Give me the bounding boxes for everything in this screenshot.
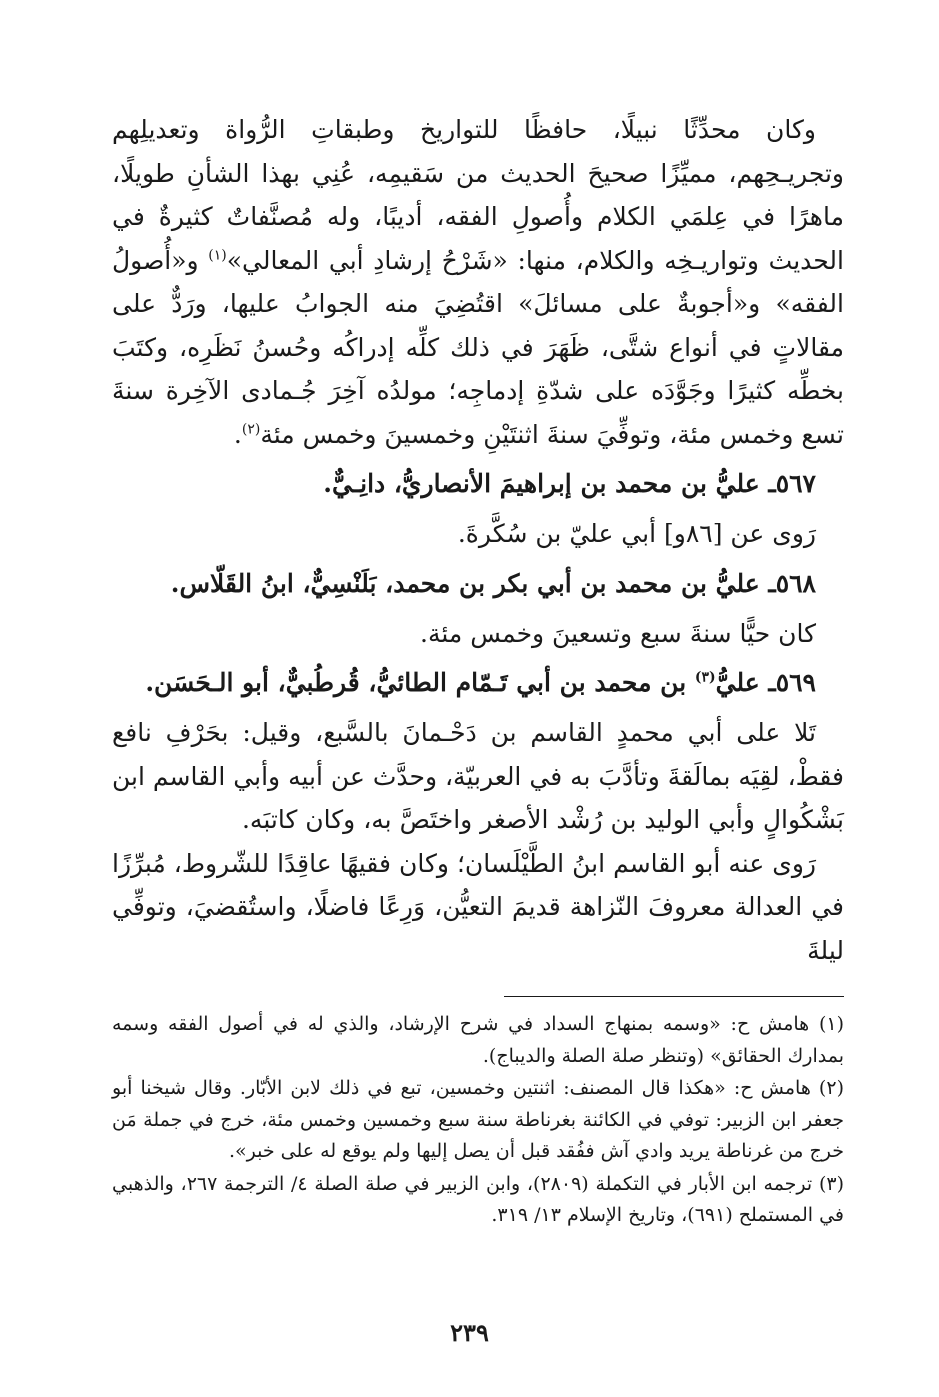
entry-number-567: ٥٦٧ـ — [768, 469, 816, 498]
intro-text-end: . — [233, 419, 242, 449]
entry-title-569-b: بن محمد بن أبي تَـمّام الطائيُّ، قُرطُبيٌّ، أبو الـحَسَن. — [145, 668, 695, 697]
footnote-ref-3[interactable]: (٣) — [694, 669, 716, 686]
footnote-3: (٣) ترجمه ابن الأبار في التكملة (٢٨٠٩)، وابن الزبير في صلة الصلة ٤/ الترجمة ٢٦٧، والذهبي في المستملح (٦٩١)، وتاريخ الإسلام ١٣/ ٣١٩. — [112, 1172, 844, 1226]
entry-text-569-para2: رَوى عنه أبو القاسم ابنُ الطَّيْلَسان؛ وكان فقيهًا عاقِدًا للشّروط، مُبرِّزًا في العدالة معروفَ النّزاهة قديمَ التعيُّن، وَرِعًا فاضلًا، واستُقضيَ، وتوفِّي ليلةَ — [112, 848, 844, 965]
entry-number-568: ٥٦٨ـ — [768, 568, 816, 598]
intro-text-a: وكان محدِّثًا نبيلًا، حافظًا للتواريخ وطبقاتِ الرُّواة وتعديلِهم وتجريـحِهم، مميِّزًا صحيحَ الحديث من سَقيمِه، عُنِي بهذا الشأنِ طويلًا، ماهرًا في عِلمَي الكلام وأُصولِ الفقه، أديبًا، وله مُصنَّفاتٌ كثيرةٌ في الحديث وتواريـخِه والكلام، منها: «شَرْحُ إرشادِ أبي المعالي» — [112, 115, 844, 275]
page-content — [112, 108, 844, 1233]
footnote-ref-1[interactable]: (١) — [208, 247, 227, 264]
footnote-2: (٢) هامش ح: «هكذا قال المصنف: اثنتين وخمسين، تبع في ذلك لابن الأبّار. وقال شيخنا أبو جعفر ابن الزبير: توفي في الكائنة بغرناطة سنة سبع وخمسين وخمس مئة، خرج في جملة مَن خرج من غرناطة يريد وادي آش ففُقد قبل أن يصل إليها ولم يوقع له على خبر». — [112, 1077, 844, 1162]
footnote-ref-2[interactable]: (٢) — [241, 421, 261, 438]
main-text — [112, 108, 844, 972]
paragraph-intro — [112, 108, 844, 456]
entry-heading-569 — [112, 655, 844, 711]
footnotes — [112, 1009, 844, 1232]
entry-heading-567 — [112, 456, 844, 512]
entry-heading-568 — [112, 556, 844, 612]
entry-text-568: كان حيًّا سنةَ سبع وتسعينَ وخمس مئة. — [420, 618, 816, 648]
footnote-divider — [504, 996, 844, 997]
entry-number-569: ٥٦٩ـ — [768, 668, 816, 697]
page-number: ٢٣٩ — [450, 1318, 489, 1347]
entry-title-569-a: عليُّ — [715, 668, 769, 697]
entry-title-567: عليُّ بن محمد بن إبراهيمَ الأنصاريُّ، دانِـيٌّ. — [323, 469, 769, 498]
entry-text-569-para1: تَلا على أبي محمدٍ القاسم بن دَحْـمانَ بالسَّبع، وقيل: بحَرْفِ نافع فقطْ، لقِيَه بمالَقةَ وتأدَّبَ به في العربيّة، وحدَّث عن أبيه وأبي القاسم ابن بَشْكُوالٍ وأبي الوليد بن رُشْد الأصغر واختَصَّ به، وكان كاتبَه. — [112, 718, 844, 834]
entry-title-568: عليُّ بن محمد بن أبي بكر بن محمد، بَلَنْسِيٌّ، ابنُ القَلّاس. — [170, 568, 769, 598]
intro-text-b: و«أُصولُ الفقه» و«أجوبةٌ على مسائلَ» اقتُضِيَ منه الجوابُ عليها، ورَدٌّ على مقالاتٍ في أنواع شتَّى، ظَهَرَ في ذلك كلِّه إدراكُه وحُسنُ نَظَرِه، وكتَبَ بخطِّه كثيرًا وجَوَّدَه على شدّةِ إدماجِه؛ مولدُه آخِرَ جُـمادى الآخِرة سنةَ تسع وخمس مئة، وتوفِّيَ سنةَ اثنتَيْنِ وخمسينَ وخمس مئة — [112, 245, 844, 449]
footnote-1: (١) هامش ح: «وسمه بمنهاج السداد في شرح الإرشاد، والذي له في أصول الفقه وسمه بمدارك الحقائق» (وتنظر صلة الصلة والديباج). — [112, 1013, 844, 1067]
entry-text-567: رَوى عن [٨٦و] أبي عليّ بن سُكَّرةَ. — [457, 519, 816, 548]
